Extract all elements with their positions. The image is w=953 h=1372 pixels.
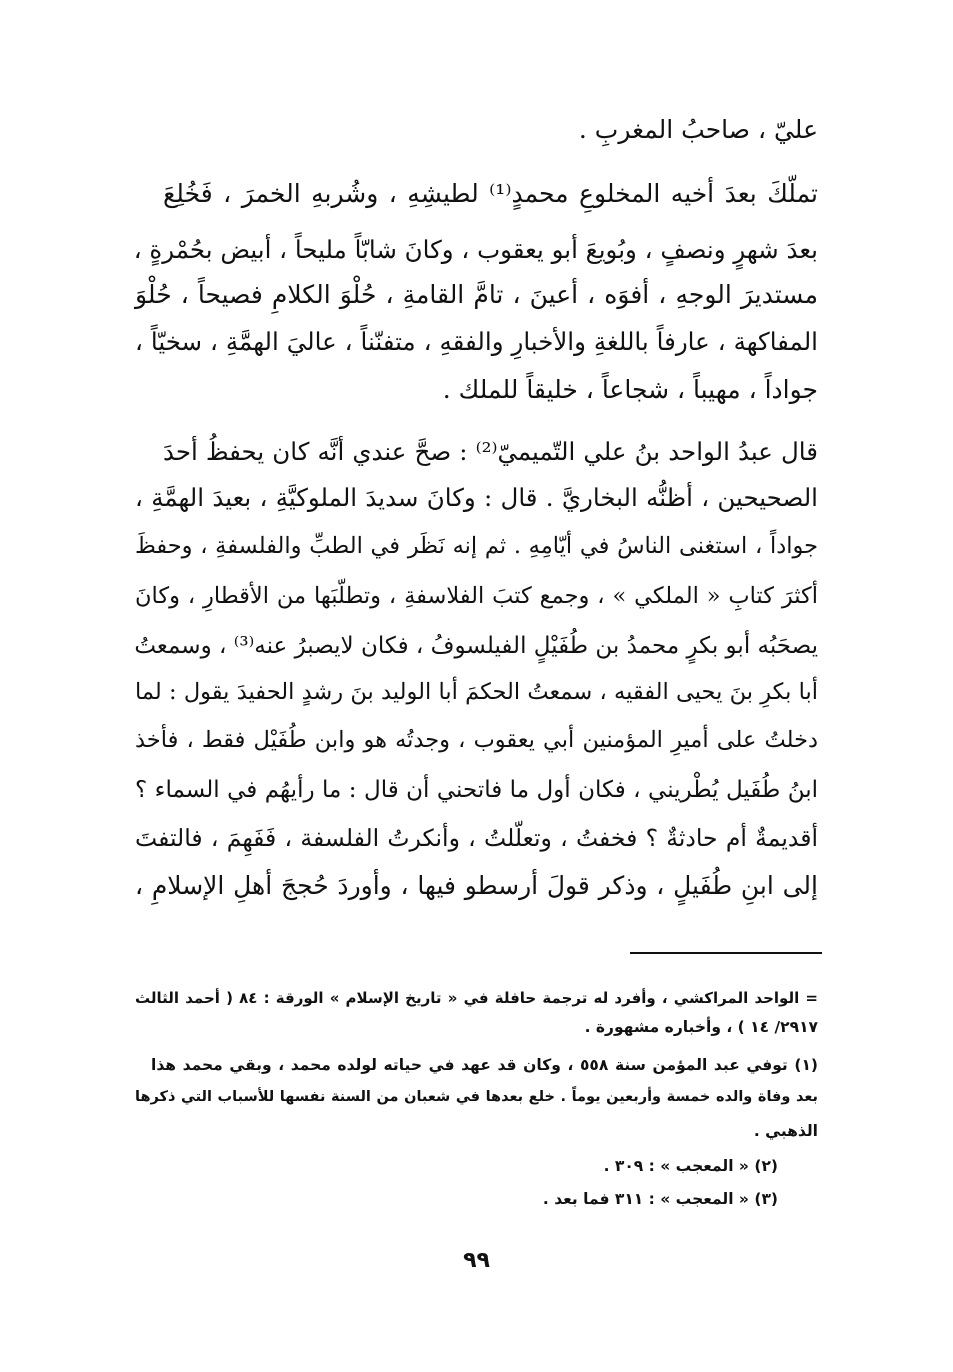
text-line: يصحَبُه أبو بكرٍ محمدُ بن طُفَيْلٍ الفيلسوفُ ، فكان لايصبرُ عنه⁽³⁾ ، وسمعتُ <box>134 633 818 659</box>
footnote-line: الذهبي . <box>753 1122 818 1140</box>
page-number: ٩٩ <box>463 1248 490 1273</box>
text-line: بعدَ شهرٍ ونصفٍ ، وبُويعَ أبو يعقوب ، وكانَ شابّاً مليحاً ، أبيض بحُمْرةٍ ، <box>133 235 818 264</box>
text-line: أقديمةٌ أم حادثةٌ ؟ فخفتُ ، وتعلّلتُ ، وأنكرتُ الفلسفة ، فَفَهِمَ ، فالتفتَ <box>135 824 818 852</box>
footnote-separator <box>630 952 822 954</box>
footnote-line: (٢) « المعجب » : ٣٠٩ . <box>603 1157 778 1175</box>
paragraph-start-line: قال عبدُ الواحد بنُ علي التّميميّ⁽²⁾ : صحَّ عندي أنَّه كان يحفظُ أحدَ <box>163 437 818 466</box>
footnote-line: بعد وفاة والده خمسة وأربعين يوماً . خلع بعدها في شعبان من السنة نفسها للأسباب التي ذكرها <box>135 1089 818 1105</box>
text-line: أبا بكرِ بنَ يحيى الفقيه ، سمعتُ الحكمَ أبا الوليد بنَ رشدٍ الحفيدَ يقول : لما <box>135 679 818 705</box>
footnote-line: (١) توفي عبد المؤمن سنة ٥٥٨ ، وكان قد عهد في حياته لولده محمد ، وبقي محمد هذا <box>151 1056 818 1074</box>
text-line: ابنُ طُفَيل يُطْريني ، فكان أول ما فاتحني أن قال : ما رأيهُم في السماء ؟ <box>135 777 818 803</box>
text-line: أكثرَ كتابِ « الملكي » ، وجمع كتبَ الفلاسفةِ ، وتطلّبَها من الأقطارِ ، وكانَ <box>135 583 818 609</box>
footnote-line: = الواحد المراكشي ، وأفرد له ترجمة حافلة في « تاريخ الإسلام » الورقة : ٨٤ ( أحمد الثالث <box>135 989 818 1007</box>
text-line: الصحيحين ، أظنُّه البخاريَّ . قال : وكانَ سديدَ الملوكيَّةِ ، بعيدَ الهمَّةِ ، <box>135 483 818 512</box>
footnote-line: (٣) « المعجب » : ٣١١ فما بعد . <box>542 1190 778 1208</box>
paragraph-start-line: تملّكَ بعدَ أخيه المخلوعِ محمدٍ⁽¹⁾ لطيشِهِ ، وشُربهِ الخمرَ ، فَخُلِعَ <box>163 179 818 208</box>
text-line: دخلتُ على أميرِ المؤمنين أبي يعقوب ، وجدتُه هو وابن طُفَيْل فقط ، فأخذ <box>135 727 818 753</box>
text-line: المفاكهة ، عارفاً باللغةِ والأخبارِ والفقهِ ، متفنّناً ، عاليَ الهمَّةِ ، سخيّاً ، <box>135 327 818 356</box>
text-line: عليّ ، صاحبُ المغربِ . <box>578 115 818 144</box>
text-line: إلى ابنِ طُفَيلٍ ، وذكر قولَ أرسطو فيها ، وأوردَ حُججَ أهلِ الإسلامِ ، <box>135 871 818 900</box>
text-line: مستديرَ الوجهِ ، أفوَه ، أعينَ ، تامَّ القامةِ ، حُلْوَ الكلامِ فصيحاً ، حُلْوَ <box>135 280 818 309</box>
footnote-line: ٢٩١٧/ ١٤ ) ، وأخباره مشهورة . <box>584 1018 818 1036</box>
text-line: جواداً ، مهيباً ، شجاعاً ، خليقاً للملك . <box>442 375 818 404</box>
text-line: جواداً ، استغنى الناسُ في أيّامِهِ . ثم إنه نَظَر في الطبِّ والفلسفةِ ، وحفظَ <box>135 533 818 559</box>
